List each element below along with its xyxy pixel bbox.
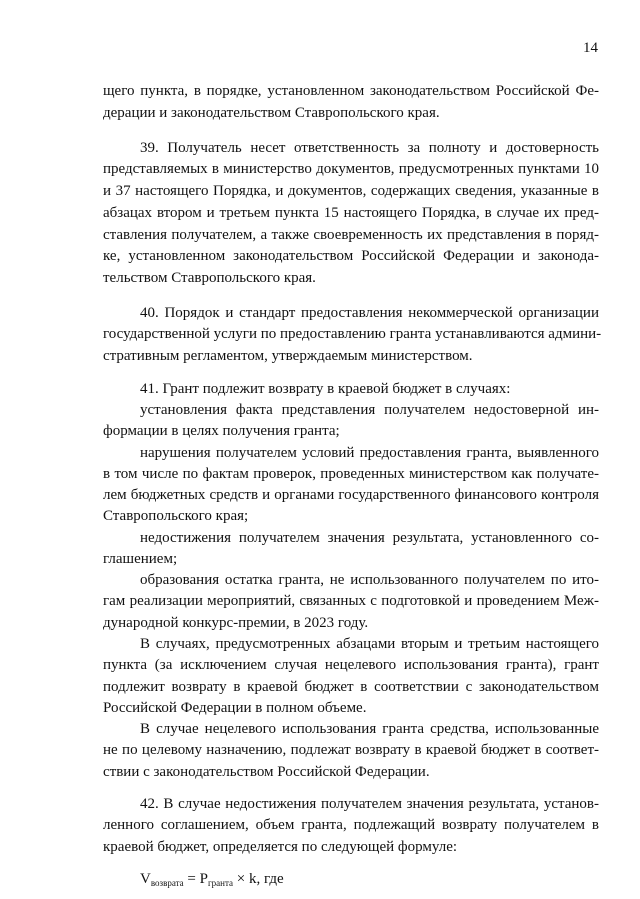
text-line: 40. Порядок и стандарт предоставления некоммерческой организации <box>140 304 599 321</box>
text-line: стративным регламентом, утверждаемым министерством. <box>103 348 473 365</box>
text-line: представляемых в министерство документов, предусмотренных пунктами 10 <box>103 160 599 177</box>
text-line: Российской Федерации в полном объеме. <box>103 699 367 716</box>
text-line: в том числе по фактам проверок, проведенных министерством как получате- <box>103 465 599 482</box>
text-line: пункта (за исключением случая нецелевого использования гранта), грант <box>103 657 599 674</box>
text-line: краевой бюджет, определяется по следующей формуле: <box>103 838 458 855</box>
text-line: щего пункта, в порядке, установленном законодательством Российской Фе- <box>103 83 599 99</box>
text-line: 41. Грант подлежит возврату в краевой бюджет в случаях: <box>140 380 511 397</box>
text-line: дународной конкурс-премии, в 2023 году. <box>103 614 369 631</box>
text-line: ке, установленном законодательством Российской Федерации и законода- <box>103 248 599 265</box>
text-line: ставления получателем, а также своевременность их представления в поряд- <box>103 226 599 243</box>
text-line: тельством Ставропольского края. <box>103 270 316 287</box>
text-line: глашением; <box>103 550 178 567</box>
text-line: нарушения получателем условий предоставления гранта, выявленного <box>140 444 599 461</box>
text-line: ствии с законодательством Российской Федерации. <box>103 763 430 780</box>
text-line: ленного соглашением, объем гранта, подлежащий возврату получателем в <box>103 817 599 834</box>
text-line: установления факта представления получателем недостоверной ин- <box>140 402 599 419</box>
text-line: и 37 настоящего Порядка, и документов, содержащих сведения, указанные в <box>103 183 599 200</box>
text-line: гам реализации мероприятий, связанных с подготовкой и проведением Меж- <box>103 593 599 610</box>
text-line: В случае нецелевого использования гранта средства, использованные <box>140 721 599 738</box>
text-line: абзацах втором и третьем пункта 15 настоящего Порядка, в случае их пред- <box>103 204 599 221</box>
text-line: лем бюджетных средств и органами государственного финансового контроля <box>103 487 599 504</box>
text-line: 39. Получатель несет ответственность за полноту и достоверность <box>140 139 599 156</box>
text-line: образования остатка гранта, не использованного получателем по ито- <box>140 572 599 589</box>
formula: $V_{возврата} = P_{гранта} \times k$, где <box>140 871 284 888</box>
text-line: недостижения получателем значения результата, установленного со- <box>140 529 599 546</box>
page-number: 14 <box>583 40 598 56</box>
text-line: не по целевому назначению, подлежат возврату в краевой бюджет в соответ- <box>103 742 599 759</box>
text-line: В случаях, предусмотренных абзацами вторым и третьим настоящего <box>140 636 599 653</box>
text-line: Ставропольского края; <box>103 508 249 525</box>
text-line: государственной услуги по предоставлению гранта устанавливаются админи- <box>103 326 602 343</box>
text-line: 42. В случае недостижения получателем значения результата, установ- <box>140 796 599 813</box>
text-line: формации в целях получения гранта; <box>103 423 340 440</box>
text-line: дерации и законодательством Ставропольского края. <box>103 105 440 122</box>
text-line: подлежит возврату в краевой бюджет в соответствии с законодательством <box>103 678 599 695</box>
